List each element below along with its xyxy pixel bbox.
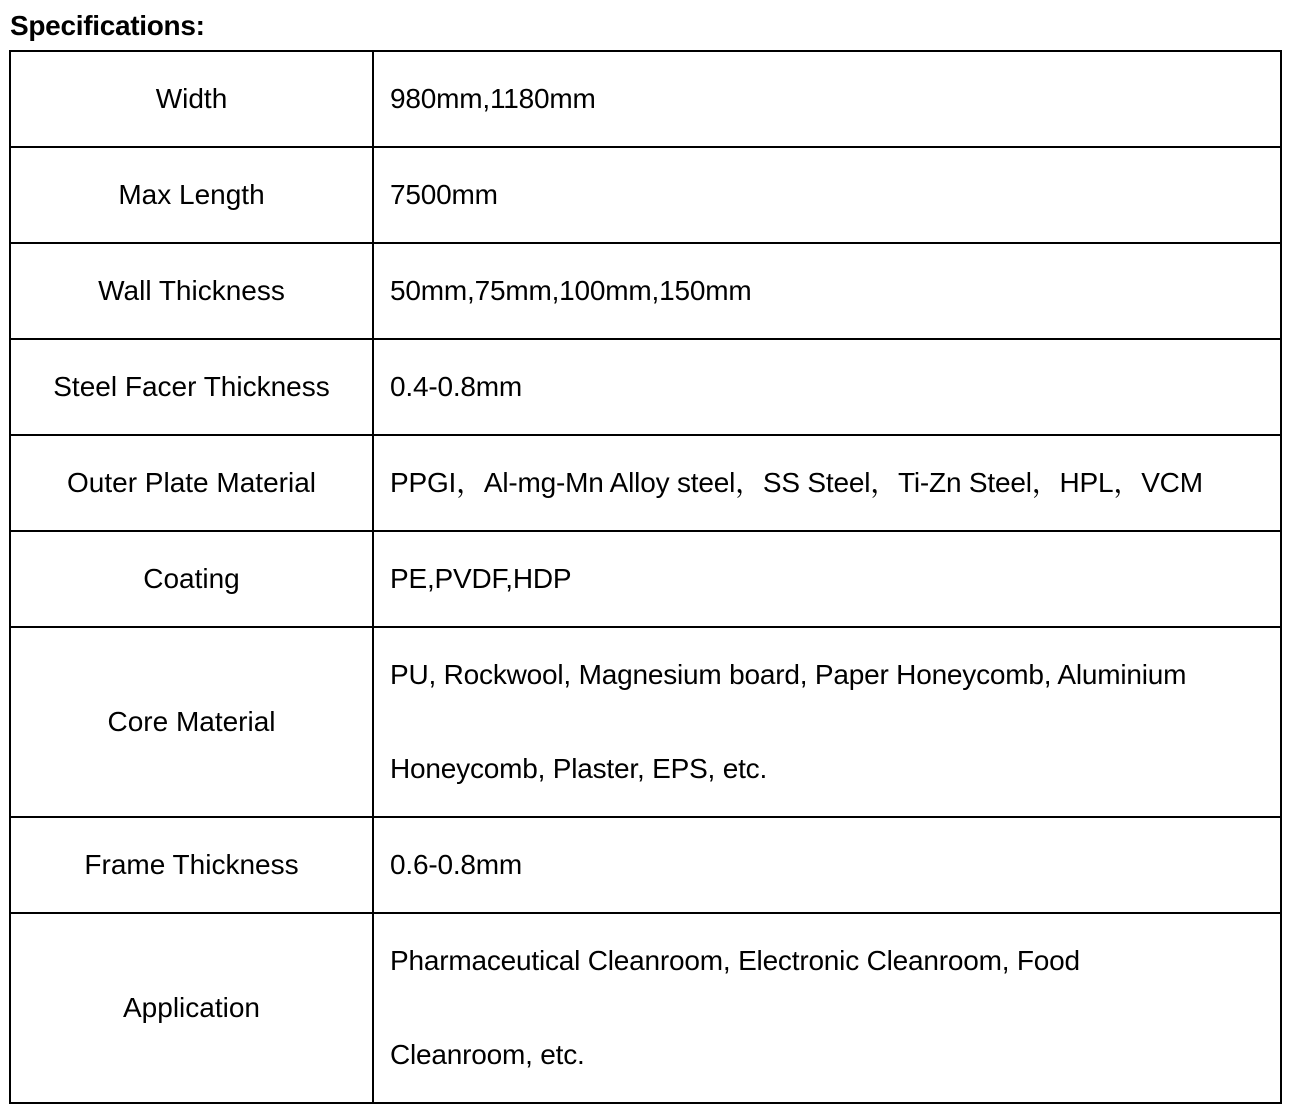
spec-value-line: PU, Rockwool, Magnesium board, Paper Honeycomb, Aluminium <box>390 659 1187 690</box>
spec-label: Application <box>10 913 373 1103</box>
spec-row-outer-plate-material <box>10 435 1281 531</box>
spec-value-line: PE,PVDF,HDP <box>390 563 572 594</box>
spec-value <box>373 627 1281 817</box>
spec-value-line: 980mm,1180mm <box>390 83 596 114</box>
spec-row-core-material <box>10 627 1281 817</box>
spec-value-line: Pharmaceutical Cleanroom, Electronic Cleanroom, Food <box>390 945 1080 976</box>
spec-row-max-length <box>10 147 1281 243</box>
spec-row-application <box>10 913 1281 1103</box>
spec-value <box>373 435 1281 531</box>
spec-row-steel-facer-thickness <box>10 339 1281 435</box>
spec-value-line: 50mm,75mm,100mm,150mm <box>390 275 752 306</box>
spec-value-line: 0.6-0.8mm <box>390 849 523 880</box>
spec-label: Coating <box>10 531 373 627</box>
spec-row-frame-thickness <box>10 817 1281 913</box>
spec-value-line: Honeycomb, Plaster, EPS, etc. <box>390 753 768 784</box>
specifications-table <box>9 50 1282 1104</box>
spec-value <box>373 339 1281 435</box>
spec-value-line: 0.4-0.8mm <box>390 371 523 402</box>
spec-label: Outer Plate Material <box>10 435 373 531</box>
spec-label: Max Length <box>10 147 373 243</box>
spec-value <box>373 243 1281 339</box>
spec-label: Steel Facer Thickness <box>10 339 373 435</box>
spec-value <box>373 147 1281 243</box>
spec-label: Frame Thickness <box>10 817 373 913</box>
spec-row-coating <box>10 531 1281 627</box>
spec-value <box>373 817 1281 913</box>
spec-value-line: PPGI，Al-mg-Mn Alloy steel，SS Steel，Ti-Zn Steel，HPL，VCM <box>390 467 1203 498</box>
spec-label: Core Material <box>10 627 373 817</box>
spec-row-width <box>10 51 1281 147</box>
spec-value-line: 7500mm <box>390 179 498 210</box>
spec-label: Wall Thickness <box>10 243 373 339</box>
spec-value <box>373 51 1281 147</box>
spec-value <box>373 913 1281 1103</box>
specifications-heading: Specifications: <box>10 10 205 41</box>
spec-row-wall-thickness <box>10 243 1281 339</box>
spec-label: Width <box>10 51 373 147</box>
spec-value <box>373 531 1281 627</box>
spec-value-line: Cleanroom, etc. <box>390 1039 585 1070</box>
